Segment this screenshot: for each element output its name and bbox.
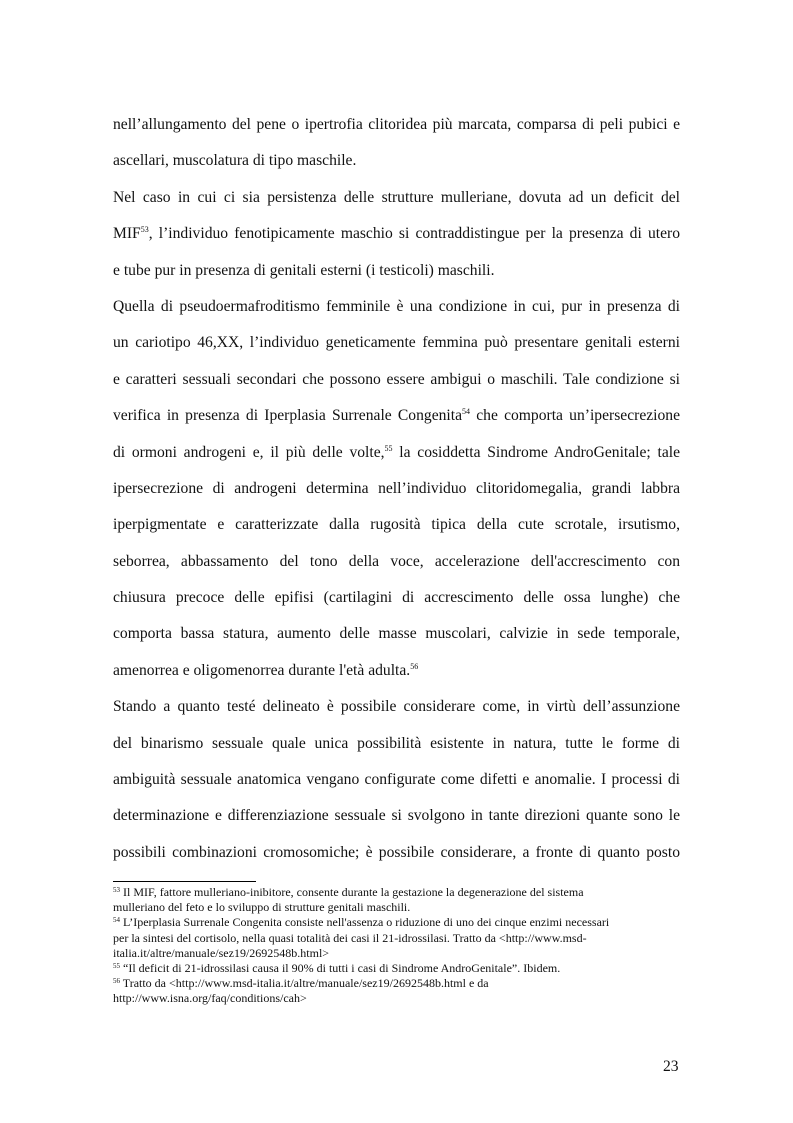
paragraph [113, 296, 680, 696]
text-run: amenorrea e oligomenorrea durante l'età adulta. [113, 661, 411, 679]
text-run: che comporta un’ipersecrezione [470, 407, 681, 425]
text-line: del binarismo sessuale quale unica possibilità esistente in natura, tutte le forme di [113, 734, 680, 752]
text-line: Quella di pseudoermafroditismo femminile è una condizione in cui, pur in presenza di [113, 297, 680, 315]
text-line: determinazione e differenziazione sessuale si svolgono in tante direzioni quante sono le [113, 807, 680, 825]
footnote-ref-54[interactable]: 54 [462, 407, 471, 417]
text-line: ipersecrezione di androgeni determina nell’individuo clitoridomegalia, grandi labbra [113, 479, 680, 497]
paragraph [113, 696, 680, 878]
footnote-line: italia.it/altre/manuale/sez19/2692548b.html> [113, 945, 330, 960]
footnote-separator [113, 881, 256, 882]
text-line: Stando a quanto testé delineato è possibile considerare come, in virtù dell’assunzione [113, 698, 680, 716]
footnote-54 [113, 915, 673, 961]
footnote-text: Il MIF, fattore mulleriano-inibitore, consente durante la gestazione la degenerazione del sistema [120, 885, 584, 899]
footnote-text: “Il deficit di 21-idrossilasi causa il 90% di tutti i casi di Sindrome AndroGenitale”. Ibidem. [120, 961, 561, 976]
footnote-ref-53[interactable]: 53 [140, 225, 149, 235]
footnote-number: 55 [113, 962, 120, 971]
footnote-line [113, 976, 673, 991]
paragraph [113, 187, 680, 296]
text-run: verifica in presenza di Iperplasia Surrenale Congenita [113, 407, 463, 425]
text-run: MIF [113, 225, 141, 243]
footnote-ref-56[interactable]: 56 [410, 661, 419, 671]
text-line: e caratteri sessuali secondari che possono essere ambigui o maschili. Tale condizione si [113, 370, 680, 388]
text-line: seborrea, abbassamento del tono della voce, accelerazione dell'accrescimento con [113, 552, 680, 570]
text-line: iperpigmentate e caratterizzate dalla rugosità tipica della cute scrotale, irsutismo, [113, 516, 680, 534]
footnote-line: mulleriano del feto e lo sviluppo di strutture genitali maschili. [113, 900, 411, 915]
text-run: , l’individuo fenotipicamente maschio si contraddistingue per la presenza di utero [148, 225, 680, 243]
text-line [113, 405, 680, 441]
page-number: 23 [663, 1058, 679, 1075]
footnote-text: Tratto da <http://www.msd-italia.it/altre/manuale/sez19/2692548b.html e da [120, 976, 489, 991]
text-line: nell’allungamento del pene o ipertrofia clitoridea più marcata, comparsa di peli pubici e [113, 116, 680, 133]
footnote-line: http://www.isna.org/faq/conditions/cah> [113, 991, 307, 1006]
text-line [113, 442, 680, 478]
text-line: ambiguità sessuale anatomica vengano configurate come difetti e anomalie. I processi di [113, 771, 680, 789]
footnote-53 [113, 885, 673, 915]
text-line: possibili combinazioni cromosomiche; è possibile considerare, a fronte di quanto posto [113, 843, 680, 861]
text-run: di ormoni androgeni e, il più delle volte, [113, 443, 385, 461]
text-line: un cariotipo 46,XX, l’individuo geneticamente femmina può presentare genitali esterni [113, 334, 680, 352]
text-line [113, 660, 680, 696]
footnote-line [113, 961, 673, 976]
footnote-text: L’Iperplasia Surrenale Congenita consiste nell'assenza o riduzione di uno dei cinque enzimi necessari [120, 915, 610, 930]
footnote-line: per la sintesi del cortisolo, nella quasi totalità dei casi il 21-idrossilasi. Tratto da <http://www.msd- [113, 930, 587, 945]
text-line: comporta bassa statura, aumento delle masse muscolari, calvizie in sede temporale, [113, 625, 680, 643]
text-line: Nel caso in cui ci sia persistenza delle strutture mulleriane, dovuta ad un deficit del [113, 188, 680, 206]
footnote-ref-55[interactable]: 55 [384, 443, 393, 453]
footnote-line [113, 885, 673, 900]
footnote-55 [113, 961, 673, 976]
text-line: e tube pur in presenza di genitali esterni (i testicoli) maschili. [113, 261, 495, 279]
footnote-number: 54 [113, 916, 120, 925]
text-run: la cosiddetta Sindrome AndroGenitale; tale [392, 443, 681, 461]
paragraph [113, 114, 680, 187]
text-line: chiusura precoce delle epifisi (cartilagini di accrescimento delle ossa lunghe) che [113, 589, 680, 607]
footnote-line [113, 915, 673, 930]
text-line [113, 223, 680, 259]
footnotes [113, 885, 673, 1007]
footnote-number: 56 [113, 977, 120, 986]
footnote-56 [113, 976, 673, 1006]
footnote-number: 53 [113, 886, 120, 894]
body-text [113, 114, 680, 878]
text-line: ascellari, muscolatura di tipo maschile. [113, 152, 357, 170]
